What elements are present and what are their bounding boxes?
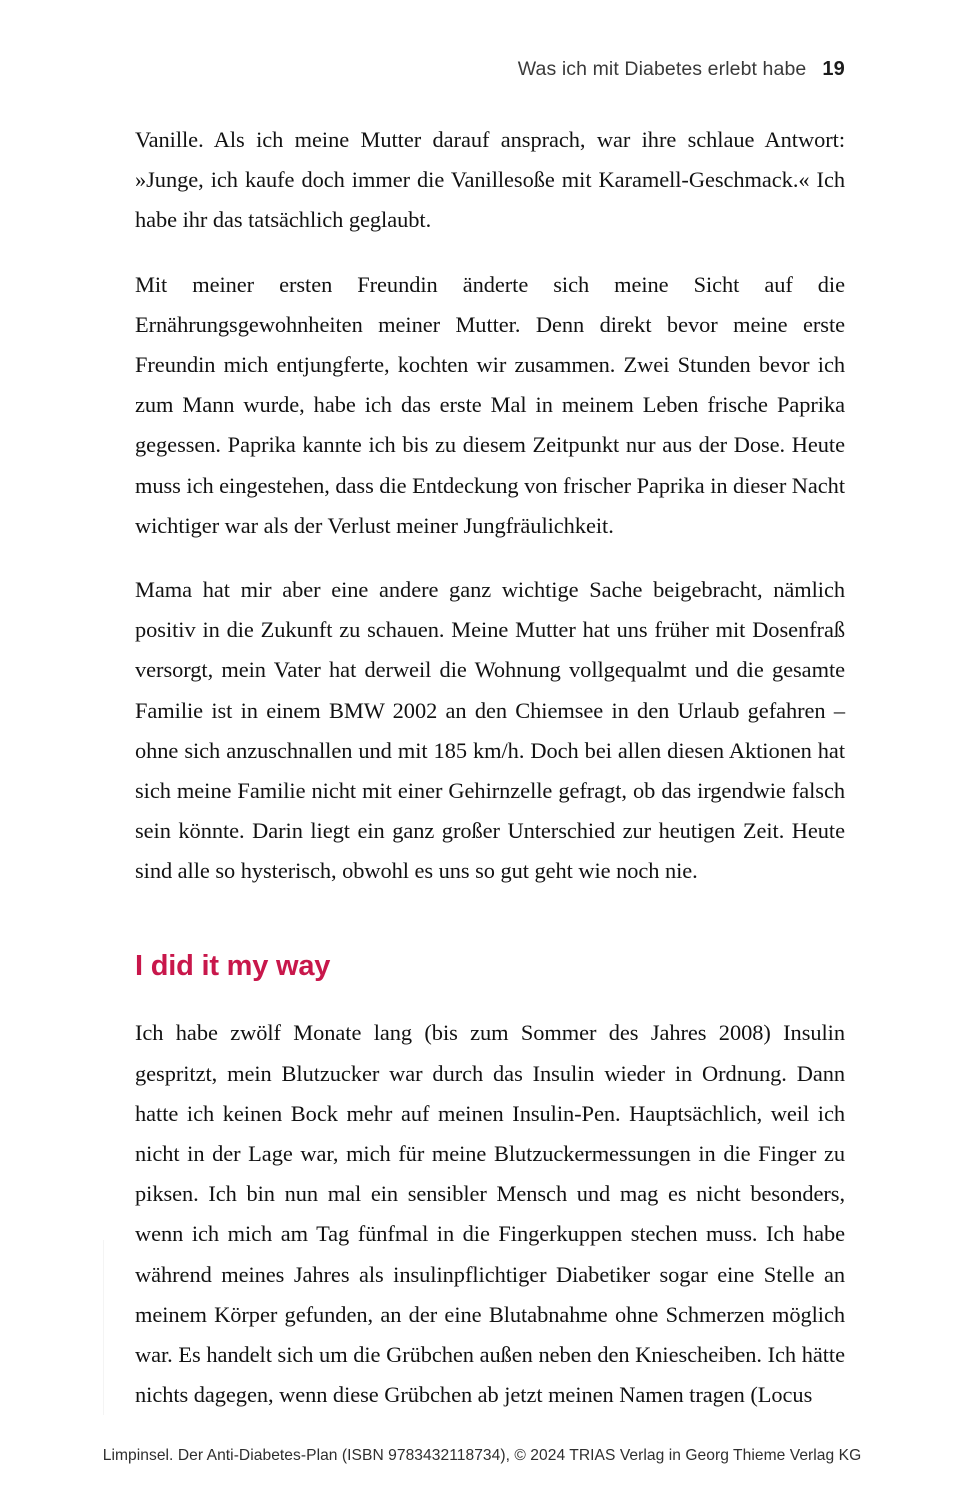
page-number: 19: [822, 58, 845, 80]
paragraph-vanille: Vanille. Als ich meine Mutter darauf ansprach, war ihre schlaue Antwort: »Junge, ich kaufe doch immer die Vanillesoße mit Karamell-Geschmack.« Ich habe ihr das tatsächlich geglaubt.: [135, 127, 845, 233]
section-heading-i-did-it-my-way: I did it my way: [135, 949, 331, 982]
running-head-title: Was ich mit Diabetes erlebt habe: [517, 58, 807, 80]
footer-copyright-credit: Limpinsel. Der Anti-Diabetes-Plan (ISBN 9783432118734), © 2024 TRIAS Verlag in Georg Thieme Verlag KG: [102, 1447, 862, 1464]
section-heading-block: [135, 949, 845, 984]
paragraph-insulin: Ich habe zwölf Monate lang (bis zum Sommer des Jahres 2008) Insulin gespritzt, mein Blutzucker war durch das Insulin wieder in Ordnung. Dann hatte ich keinen Bock mehr auf meinen Insulin-Pen. Hauptsächlich, weil ich nicht in der Lage war, mich für meine Blutzuckermessungen in die Finger zu piksen. Ich bin nun mal ein sensibler Mensch und mag es nicht besonders, wenn ich mich am Tag fünfmal in die Fingerkuppen stechen muss. Ich habe während meines Jahres als insulinpflichtiger Diabetiker sogar eine Stelle an meinem Körper gefunden, an der eine Blutabnahme ohne Schmerzen möglich war. Es handelt sich um die Grübchen außen neben den Kniescheiben. Ich hätte nichts dagegen, wenn diese Grübchen ab jetzt meinen Namen tragen (Locus: [135, 1020, 845, 1408]
text-column: [135, 120, 845, 1415]
paragraph-freundin: Mit meiner ersten Freundin änderte sich meine Sicht auf die Ernährungsgewohnheiten meiner Mutter. Denn direkt bevor meine erste Freundin mich entjungferte, kochten wir zusammen. Zwei Stunden bevor ich zum Mann wurde, habe ich das erste Mal in meinem Leben frische Paprika gegessen. Paprika kannte ich bis zu diesem Zeitpunkt nur aus der Dose. Heute muss ich eingestehen, dass die Entdeckung von frischer Paprika in dieser Nacht wichtiger war als der Verlust meiner Jungfräulichkeit.: [135, 271, 845, 538]
page-gutter-edge: [103, 1240, 104, 1415]
paragraph-mama: Mama hat mir aber eine andere ganz wichtige Sache beigebracht, nämlich positiv in die Zukunft zu schauen. Meine Mutter hat uns früher mit Dosenfraß versorgt, mein Vater hat derweil die Wohnung vollgequalmt und die gesamte Familie ist in einem BMW 2002 an den Chiemsee in den Urlaub gefahren – ohne sich anzuschnallen und mit 185 km/h. Doch bei allen diesen Aktionen hat sich meine Familie nicht mit einer Gehirnzelle gefragt, ob das irgendwie falsch sein könnte. Darin liegt ein ganz großer Unterschied zur heutigen Zeit. Heute sind alle so hysterisch, obwohl es uns so gut geht wie noch nie.: [135, 577, 845, 884]
running-head: [135, 58, 845, 88]
